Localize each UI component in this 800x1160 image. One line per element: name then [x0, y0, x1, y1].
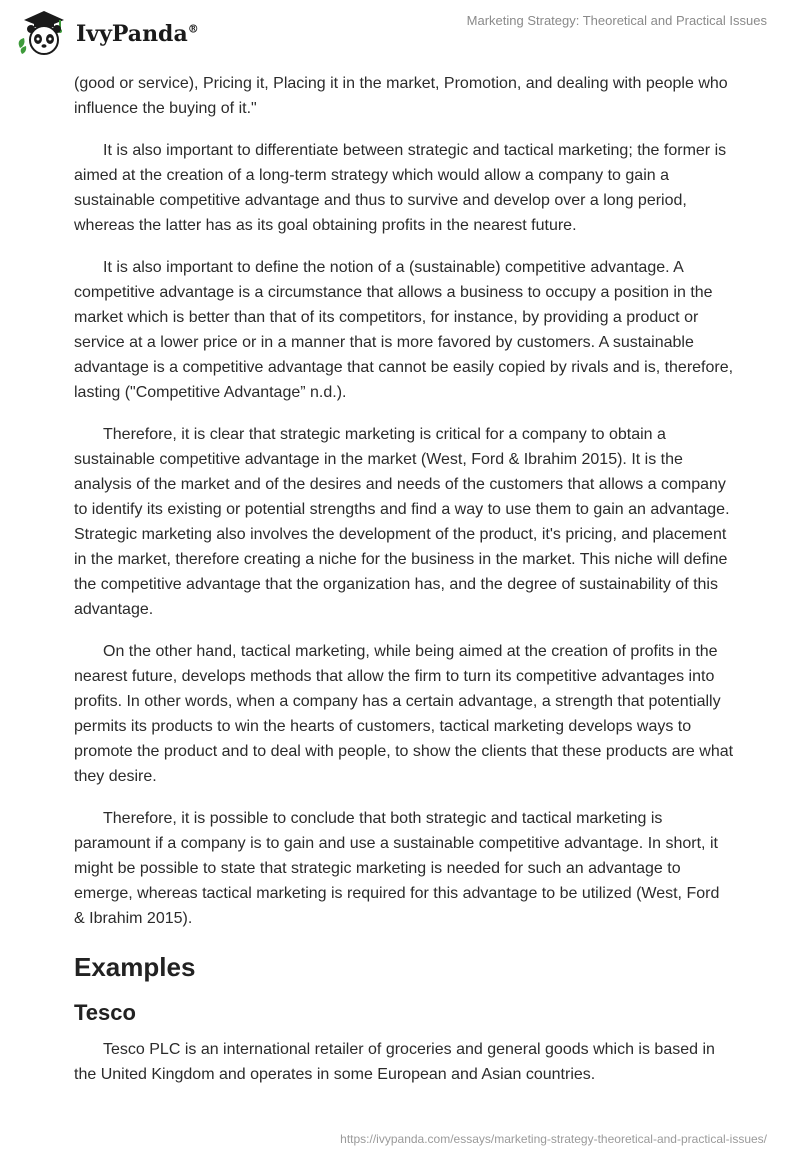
essay-content: [74, 71, 734, 1104]
ivypanda-logo[interactable]: [14, 8, 199, 58]
paragraph: Therefore, it is clear that strategic marketing is critical for a company to obtain a sustainable competitive advantage in the market (West, Ford & Ibrahim 2015). It is the analysis of the market and of the desires and needs of the customers that allows a company to identify its existing or potential strengths and find a way to use them to gain an advantage. Strategic marketing also involves the development of the product, it's pricing, and placement in the market, therefore creating a niche for the business in the market. This niche will define the competitive advantage that the organization has, and the degree of sustainability of this advantage.: [74, 426, 730, 618]
paragraph: It is also important to define the notion of a (sustainable) competitive advantage. A competitive advantage is a circumstance that allows a business to occupy a position in the market which is better than that of its competitors, for instance, by providing a product or service at a lower price or in a manner that is more favored by customers. A sustainable advantage is a competitive advantage that cannot be easily copied by rivals and is, therefore, lasting ("Competitive Advantage” n.d.).: [74, 259, 734, 401]
page-header: [0, 0, 800, 70]
paragraph: On the other hand, tactical marketing, while being aimed at the creation of profits in the nearest future, develops methods that allow the firm to turn its competitive advantages into profits. In other words, when a company has a certain advantage, a strength that potentially permits its products to win the hearts of customers, tactical marketing develops ways to promote the product and to deal with people, to show the clients that these products are what they desire.: [74, 643, 734, 785]
subsection-heading-tesco: Tesco: [74, 1000, 136, 1025]
paragraph: Tesco PLC is an international retailer of groceries and general goods which is based in the United Kingdom and operates in some European and Asian countries.: [74, 1041, 715, 1083]
brand-name: IvyPanda®: [76, 21, 199, 47]
source-url[interactable]: https://ivypanda.com/essays/marketing-strategy-theoretical-and-practical-issues/: [340, 1132, 767, 1146]
document-title: Marketing Strategy: Theoretical and Practical Issues: [466, 13, 767, 28]
panda-graduate-icon: [14, 8, 70, 58]
paragraph: Therefore, it is possible to conclude that both strategic and tactical marketing is paramount if a company is to gain and use a sustainable competitive advantage. In short, it might be possible to state that strategic marketing is needed for such an advantage to emerge, whereas tactical marketing is required for this advantage to be utilized (West, Ford & Ibrahim 2015).: [74, 810, 720, 927]
paragraph: It is also important to differentiate between strategic and tactical marketing; the former is aimed at the creation of a long-term strategy which would allow a company to gain a sustainable competitive advantage and thus to survive and develop over a long period, whereas the latter has as its goal obtaining profits in the nearest future.: [74, 142, 727, 234]
section-heading-examples: Examples: [74, 952, 196, 982]
paragraph: (good or service), Pricing it, Placing it in the market, Promotion, and dealing with people who influence the buying of it.": [74, 75, 728, 117]
